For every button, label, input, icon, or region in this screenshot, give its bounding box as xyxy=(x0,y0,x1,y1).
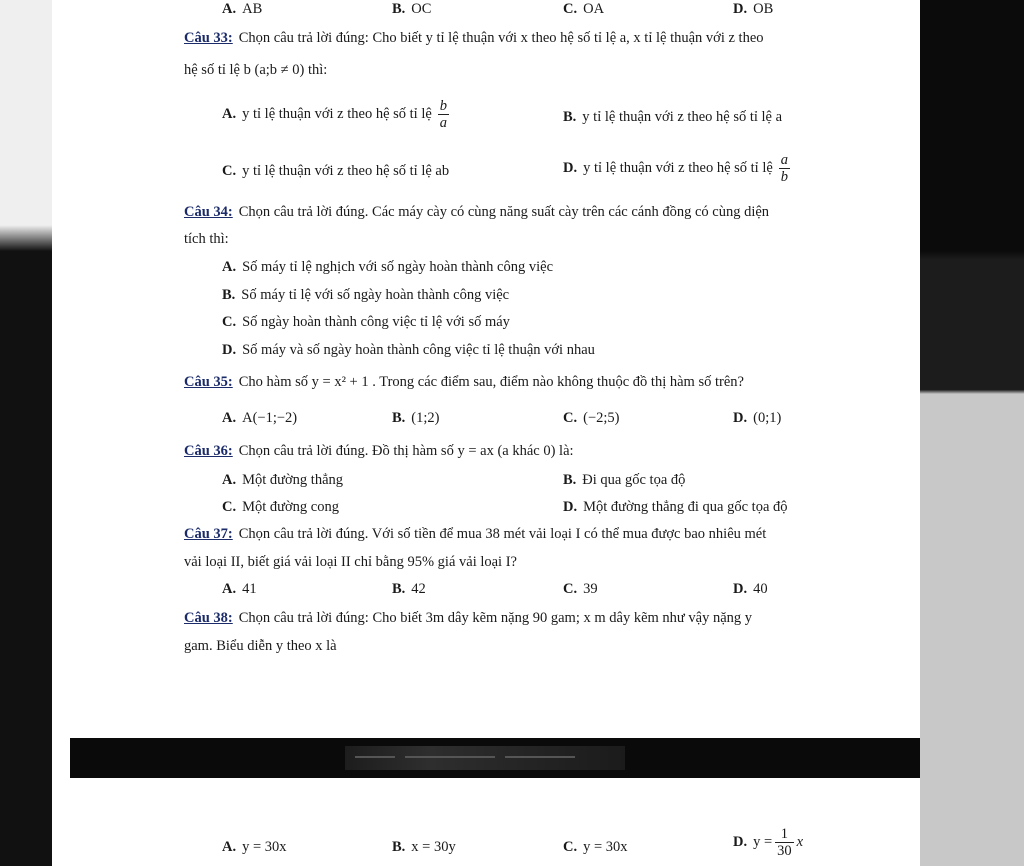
q38-option-b: B. x = 30y xyxy=(392,839,456,855)
q36-option-c: C. Một đường cong xyxy=(222,499,339,515)
q38-option-d: D. y = $\frac{1}{30}$ x xyxy=(733,826,804,859)
document-page xyxy=(52,0,920,866)
q37-option-b: B. 42 xyxy=(392,581,426,597)
q35-option-c: C. (−2;5) xyxy=(563,410,620,426)
q34-stem-line1: Câu 34: Chọn câu trả lời đúng. Các máy cày có cùng năng suất cày trên các cánh đồng có cùng diện xyxy=(184,204,770,220)
q33-option-d: D. y tỉ lệ thuận với z theo hệ số tỉ lệ $\frac{a}{b}$ xyxy=(563,152,789,185)
q37-stem-line1: Câu 37: Chọn câu trả lời đúng. Với số tiền để mua 38 mét vải loại I có thể mua được bao nhiêu mét xyxy=(184,526,767,542)
background-left xyxy=(0,0,52,866)
q35-option-a: A. A(−1;−2) xyxy=(222,410,298,426)
q33-option-a: A. y tỉ lệ thuận với z theo hệ số tỉ lệ $\frac{b}{a}$ xyxy=(222,98,448,131)
q34-option-c: C. Số ngày hoàn thành công việc tỉ lệ với số máy xyxy=(222,314,510,330)
q37-option-d: D. 40 xyxy=(733,581,768,597)
q33-option-c: C. y tỉ lệ thuận với z theo hệ số tỉ lệ ab xyxy=(222,163,450,179)
background-right xyxy=(920,0,1024,866)
q38-option-a: A. y = 30x xyxy=(222,839,287,855)
q32-option-b: B. OC xyxy=(392,1,432,17)
overlay-strip xyxy=(70,738,920,778)
q32-option-c: C. OA xyxy=(563,1,605,17)
fraction-a-over-b: $\frac{a}{b}$ xyxy=(780,152,789,185)
q34-option-b: B. Số máy tỉ lệ với số ngày hoàn thành công việc xyxy=(222,287,510,303)
q32-option-d: D. OB xyxy=(733,1,774,17)
q35-stem: Câu 35: Cho hàm số y = x² + 1 . Trong các điểm sau, điểm nào không thuộc đồ thị hàm số trên? xyxy=(184,374,744,390)
q36-option-b: B. Đi qua gốc tọa độ xyxy=(563,472,686,488)
q37-option-a: A. 41 xyxy=(222,581,257,597)
thumbnail-preview xyxy=(345,746,625,770)
q34-option-a: A. Số máy tỉ lệ nghịch với số ngày hoàn thành công việc xyxy=(222,259,554,275)
q34-stem-line2: tích thì: xyxy=(184,231,229,247)
q38-option-c: C. y = 30x xyxy=(563,839,628,855)
q32-option-a: A. AB xyxy=(222,1,263,17)
q35-option-b: B. (1;2) xyxy=(392,410,440,426)
fraction-1-over-30: $\frac{1}{30}$ xyxy=(777,826,792,859)
q33-stem-line2: hệ số tỉ lệ b (a;b ≠ 0) thì: xyxy=(184,62,328,78)
fraction-b-over-a: $\frac{b}{a}$ xyxy=(439,98,448,131)
q35-option-d: D. (0;1) xyxy=(733,410,782,426)
q38-stem-line2: gam. Biểu diễn y theo x là xyxy=(184,638,337,654)
q37-option-c: C. 39 xyxy=(563,581,598,597)
q36-option-a: A. Một đường thẳng xyxy=(222,472,344,488)
q37-stem-line2: vải loại II, biết giá vải loại II chỉ bằng 95% giá vải loại I? xyxy=(184,554,517,570)
q36-stem: Câu 36: Chọn câu trả lời đúng. Đồ thị hàm số y = ax (a khác 0) là: xyxy=(184,443,574,459)
q33-stem-line1: Câu 33: Chọn câu trả lời đúng: Cho biết y tỉ lệ thuận với x theo hệ số tỉ lệ a, x tỉ lệ thuận với z theo xyxy=(184,30,764,46)
q33-option-b: B. y tỉ lệ thuận với z theo hệ số tỉ lệ a xyxy=(563,109,783,125)
q36-option-d: D. Một đường thẳng đi qua gốc tọa độ xyxy=(563,499,788,515)
q38-stem-line1: Câu 38: Chọn câu trả lời đúng: Cho biết 3m dây kẽm nặng 90 gam; x m dây kẽm như vậy nặng y xyxy=(184,610,753,626)
q34-option-d: D. Số máy và số ngày hoàn thành công việc tỉ lệ thuận với nhau xyxy=(222,342,595,358)
